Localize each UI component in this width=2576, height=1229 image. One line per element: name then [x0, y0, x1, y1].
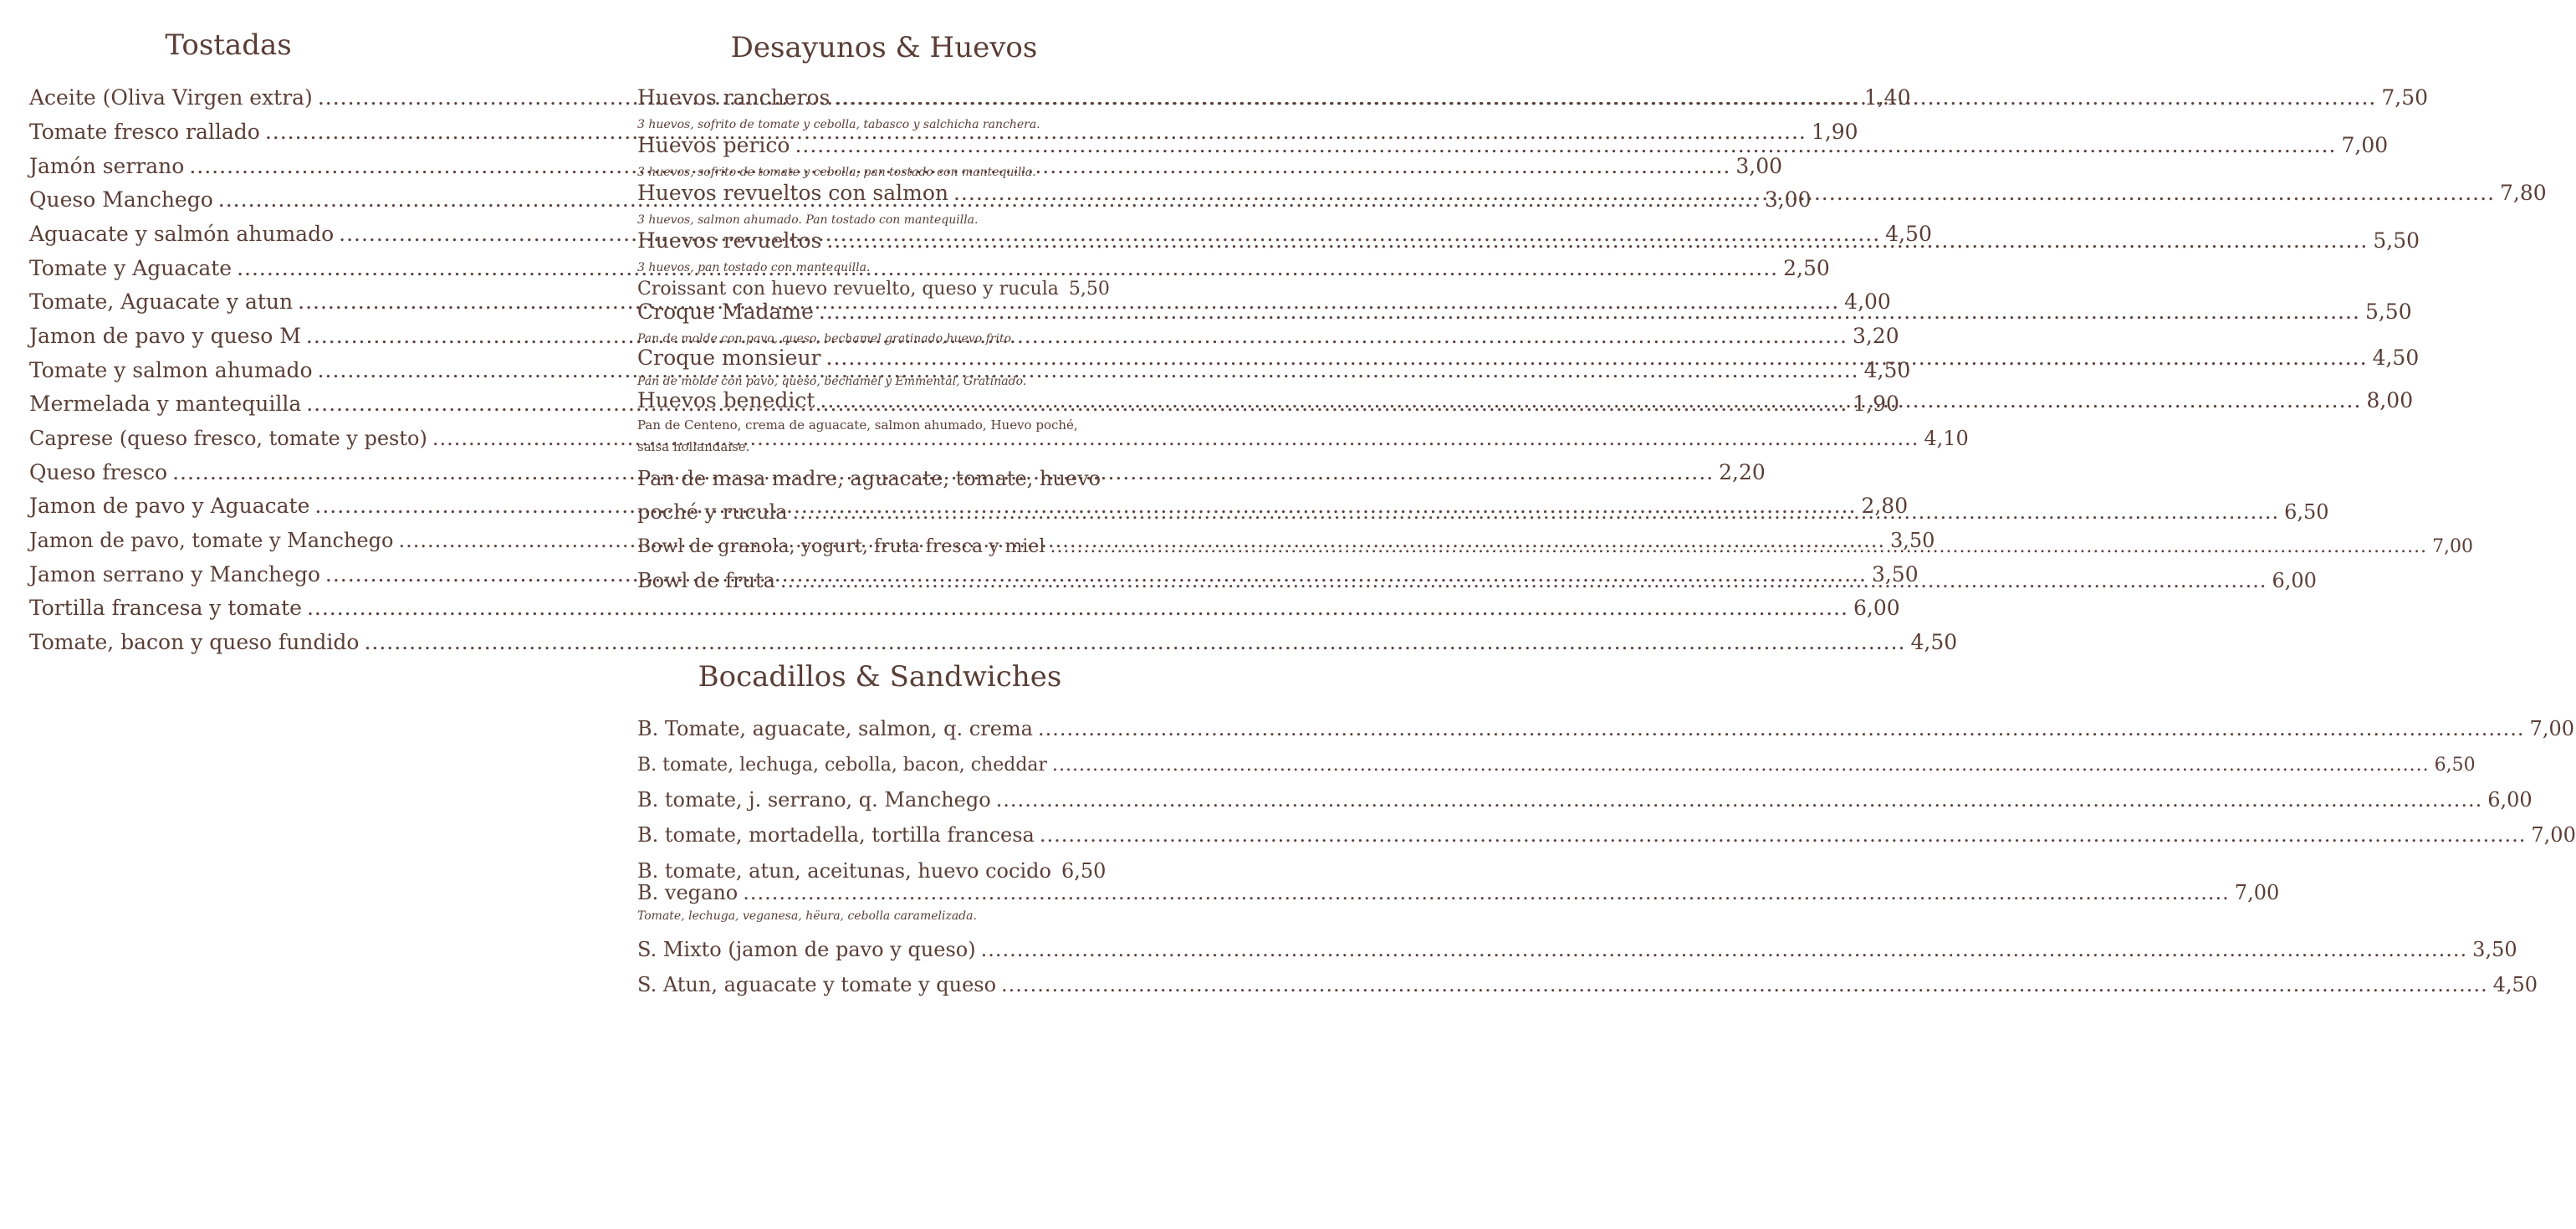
item-price: 7,00 [2529, 717, 2574, 740]
item-name: Aguacate y salmón ahumado [29, 222, 335, 246]
item-name: Tomate, bacon y queso fundido [29, 630, 360, 654]
item-name: B. tomate, mortadella, tortilla francesa [637, 823, 1035, 847]
item-price: 2,20 [1719, 460, 1766, 484]
menu-item [637, 786, 2533, 813]
item-description: Pan de molde con pavo, queso, bechamel y Emmental, Gratinado. [637, 375, 1027, 388]
item-name: Tomate, Aguacate y atun [29, 289, 294, 314]
leader-dots [795, 132, 2336, 159]
item-name: B. Tomate, aguacate, salmon, q. crema [637, 717, 1033, 740]
item-name: Bowl de granola, yogurt, fruta fresca y miel [637, 536, 1045, 557]
item-price: 7,50 [2381, 85, 2429, 110]
item-name: B. vegano [637, 881, 739, 904]
item-price: 3,00 [1764, 187, 1812, 212]
item-name: Bowl de fruta [637, 569, 775, 592]
item-description: 3 huevos, salmon ahumado. Pan tostado con mantequilla. [637, 213, 979, 227]
item-name: Caprese (queso fresco, tomate y pesto) [29, 427, 427, 450]
item-name: B. tomate, lechuga, cebolla, bacon, cheddar [637, 755, 1048, 776]
menu-item [637, 822, 2576, 848]
menu-item [637, 752, 2476, 779]
item-price: 3,50 [2472, 938, 2517, 961]
item-price: 3,50 [1890, 529, 1935, 552]
leader-dots [1038, 715, 2525, 742]
item-price: 4,00 [1844, 289, 1891, 314]
item-price: 7,00 [2432, 536, 2474, 557]
item-price: 7,00 [2531, 823, 2576, 847]
leader-dots [953, 180, 2495, 207]
item-name: Pan de masa madre, aguacate, tomate, huevo [637, 467, 1101, 490]
item-name: Jamon serrano y Manchego [29, 562, 320, 586]
item-name: Queso Manchego [29, 187, 213, 212]
item-name: Huevos revueltos con salmon [637, 181, 948, 205]
item-price: 4,50 [2372, 346, 2420, 370]
bocadillos-title: Bocadillos & Sandwiches [698, 660, 1062, 694]
item-price: 1,40 [1863, 85, 1911, 110]
item-name: Tomate y Aguacate [29, 256, 233, 280]
item-description: Pan de molde con pavo, queso, bechamel gratinado,huevo frito. [637, 332, 1015, 346]
item-description: Pan de Centeno, crema de aguacate, salmon ahumado, Huevo poché, salsa hollandaise. [637, 417, 1078, 454]
item-name: B. tomate, atun, aceitunas, huevo cocido [637, 859, 1051, 883]
menu-item [29, 629, 1958, 656]
item-name: B. tomate, j. serrano, q. Manchego [637, 788, 991, 812]
item-description: 3 huevos, sofrito de tomate y cebolla, tabasco y salchicha ranchera. [637, 118, 1040, 131]
item-name: Queso fresco [29, 460, 168, 484]
leader-dots [826, 228, 2368, 254]
item-price: 4,50 [1910, 630, 1958, 654]
item-name: Jamón serrano [29, 154, 185, 178]
item-price: 8,00 [2366, 388, 2414, 412]
leader-dots [835, 84, 2376, 111]
item-price: 6,00 [2272, 569, 2317, 592]
item-price: 6,50 [2284, 500, 2329, 524]
item-price: 6,50 [1061, 859, 1107, 883]
item-name: Croque monsieur [637, 346, 821, 370]
leader-dots [1050, 534, 2427, 561]
item-price: 1,90 [1811, 120, 1858, 144]
menu-item [29, 595, 1900, 622]
item-price: 2,50 [1783, 256, 1830, 280]
item-description: 3 huevos, pan tostado con mantequilla. [637, 261, 871, 274]
item-name: Tomate fresco rallado [29, 120, 260, 144]
item-name: S. Atun, aguacate y tomate y queso [637, 973, 997, 996]
item-name: Croque Madame [637, 300, 814, 324]
item-name: Mermelada y mantequilla [29, 392, 302, 416]
item-price: 7,00 [2341, 133, 2389, 157]
leader-dots [826, 345, 2368, 371]
menu-item [637, 971, 2538, 998]
item-price: 1,90 [1853, 392, 1899, 416]
leader-dots [819, 299, 2360, 325]
leader-dots [364, 629, 1905, 656]
item-price: 7,00 [2234, 881, 2280, 904]
item-price: 4,10 [1924, 427, 1969, 450]
menu-item-line [637, 465, 1106, 492]
leader-dots [793, 499, 2280, 525]
item-price: 4,50 [2492, 973, 2538, 996]
item-name: Jamon de pavo, tomate y Manchego [29, 529, 394, 552]
item-price: 3,00 [1735, 154, 1783, 178]
item-description: Tomate, lechuga, veganesa, hëura, cebolla caramelizada. [637, 909, 977, 923]
item-price: 6,00 [1853, 596, 1900, 620]
item-name: S. Mixto (jamon de pavo y queso) [637, 938, 976, 961]
item-price: 3,20 [1852, 324, 1899, 348]
leader-dots [996, 786, 2483, 813]
leader-dots [820, 387, 2361, 414]
item-name: Tomate y salmon ahumado [29, 358, 313, 382]
item-name: Huevos revueltos [637, 228, 822, 253]
leader-dots [1052, 752, 2430, 779]
item-name: Jamon de pavo y queso M [29, 324, 301, 348]
item-name: poché y rucula [637, 500, 788, 524]
item-name: Croissant con huevo revuelto, queso y rucula [637, 279, 1059, 300]
item-price: 6,50 [2434, 755, 2476, 776]
item-price: 5,50 [2373, 228, 2420, 253]
leader-dots [981, 936, 2468, 963]
leader-dots [780, 567, 2267, 594]
item-name: Aceite (Oliva Virgen extra) [29, 85, 313, 110]
item-name: Jamon de pavo y Aguacate [29, 494, 310, 518]
menu-item [637, 345, 2420, 371]
menu-item [637, 879, 2280, 906]
item-price: 2,80 [1861, 494, 1909, 518]
leader-dots [307, 595, 1848, 622]
item-description: 3 huevos, sofrito de tomate y cebolla, pan tostado con mantequilla. [637, 166, 1036, 179]
item-name: Tortilla francesa y tomate [29, 596, 302, 620]
item-price: 4,50 [1885, 222, 1932, 246]
leader-dots [1001, 971, 2488, 998]
item-price: 3,50 [1871, 562, 1919, 586]
item-name: Huevos benedict [637, 388, 815, 412]
item-name: Huevos perico [637, 133, 790, 157]
item-price: 5,50 [1068, 279, 1110, 300]
item-price: 6,00 [2487, 788, 2533, 812]
menu-item [637, 936, 2517, 963]
item-price: 4,50 [1863, 358, 1911, 382]
leader-dots [743, 879, 2230, 906]
desayunos-title: Desayunos & Huevos [730, 31, 1038, 64]
leader-dots [1040, 822, 2527, 848]
item-price: 7,80 [2500, 181, 2547, 205]
item-name: Huevos rancheros [637, 85, 831, 110]
tostadas-title: Tostadas [165, 28, 292, 62]
menu-item [637, 715, 2574, 742]
item-price: 5,50 [2364, 300, 2412, 324]
